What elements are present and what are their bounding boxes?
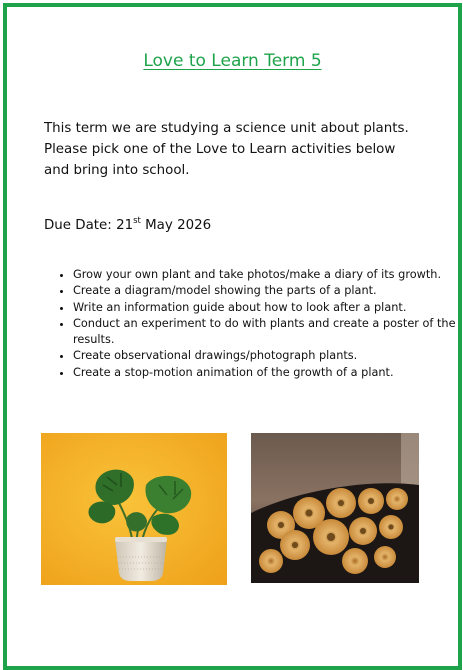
document-page: [3, 3, 462, 670]
list-item: • Create a diagram/model showing the parts of a plant.: [73, 283, 457, 299]
list-item: • Create a stop-motion animation of the growth of a plant.: [73, 365, 457, 381]
list-item: • Grow your own plant and take photos/make a diary of its growth.: [73, 267, 457, 283]
activity-list: [41, 267, 457, 381]
due-date-label: Due Date: 21: [44, 218, 134, 233]
flowers-photo: [251, 433, 419, 583]
due-date-suffix: st: [133, 216, 141, 226]
intro-paragraph: This term we are studying a science unit about plants. Please pick one of the Love to Learn activities below and bring into school.: [44, 121, 409, 178]
due-date: [44, 211, 211, 236]
list-item: • Conduct an experiment to do with plants and create a poster of the results.: [73, 316, 457, 349]
list-item: • Create observational drawings/photograph plants.: [73, 348, 457, 364]
due-date-rest: May 2026: [140, 218, 212, 233]
list-item: • Write an information guide about how to look after a plant.: [73, 300, 457, 316]
page-title: Love to Learn Term 5: [143, 51, 322, 71]
potted-plant-photo: [41, 433, 227, 585]
